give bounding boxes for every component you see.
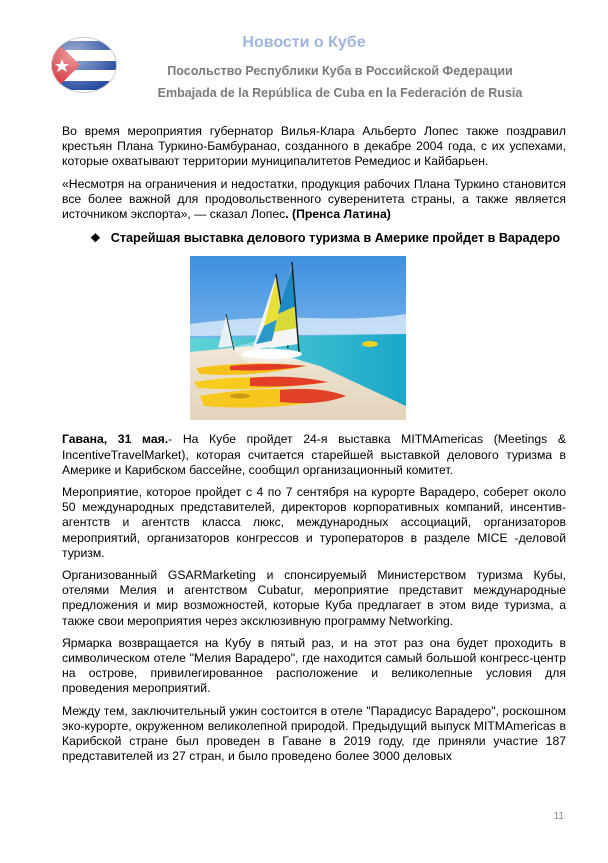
- article-body: [62, 124, 566, 771]
- quote-paragraph: [62, 177, 566, 223]
- quote-text: «Несмотря на ограничения и недостатки, продукция рабочих Плана Туркино становится все более важной для продовольственного суверенитета страны, а также является источником экспорта», — сказал Лопес: [62, 176, 566, 222]
- paragraph: Мероприятие, которое пройдет с 4 по 7 сентября на курорте Варадеро, соберет около 50 международных представителей, директоров корпоративных компаний, инсентив-агентств и агентств класса люкс, международных ассоциаций, организаторов мероприятий, организаторов конгрессов и туроператоров в разделе MICE -деловой туризм.: [62, 485, 566, 560]
- embassy-name-es: Embajada de la República de Cuba en la Federación de Rusia: [157, 86, 523, 100]
- beach-kayaks-photo: [190, 256, 406, 420]
- page-header: [0, 0, 608, 110]
- embassy-name-ru: Посольство Республики Куба в Российской Федерации: [167, 64, 513, 78]
- lead-paragraph: [62, 432, 566, 478]
- paragraph: Ярмарка возвращается на Кубу в пятый раз, и на этот раз она будет проходить в символическом отеле "Мелия Варадеро", где находится самый большой конгресс-центр на острове, привилегированное расположение и великолепные условия для проведения мероприятий.: [62, 635, 566, 696]
- diamond-bullet-icon: ❖: [90, 231, 101, 246]
- quote-source: . (Пренса Латина): [285, 207, 391, 222]
- news-heading: [90, 231, 566, 246]
- paragraph: Организованный GSARMarketing и спонсируемый Министерством туризма Кубы, отелями Мелия и агентством Cubatur, мероприятие представит международные предложения и мир возможностей, которые Куба предлагает в этом виде туризма, а также свои мероприятия через эксклюзивную программу Networking.: [62, 568, 566, 628]
- paragraph: Во время мероприятия губернатор Вилья-Клара Альберто Лопес также поздравил крестьян Плана Туркино-Бамбуранао, созданного в декабре 2004 года, с их успехами, которые охватывают территории муниципалитетов Ремедиос и Кайбарьен.: [62, 124, 566, 169]
- page-number: 11: [553, 811, 564, 822]
- dateline: Гавана, 31 мая.: [62, 432, 169, 447]
- paragraph: Между тем, заключительный ужин состоится в отеле "Парадисус Варадеро", роскошном эко-курорте, окруженном великолепной природой. Предыдущий выпуск MITMAmericas в Карибской стране был проведен в Гаване в 2019 году, где приняли участие 187 представителей из 27 стран, и было проведено более 3000 деловых: [62, 703, 566, 764]
- lead-text: - На Кубе пройдет 24-я выставка MITMAmericas (Meetings & IncentiveTravelMarket), которая считается старейшей выставкой делового туризма в Америке и Карибском бассейне, сообщил организационный комитет.: [62, 432, 566, 477]
- news-heading-text: Старейшая выставка делового туризма в Америке пройдет в Варадеро: [110, 231, 561, 246]
- newsletter-title: Новости о Кубе: [242, 34, 366, 51]
